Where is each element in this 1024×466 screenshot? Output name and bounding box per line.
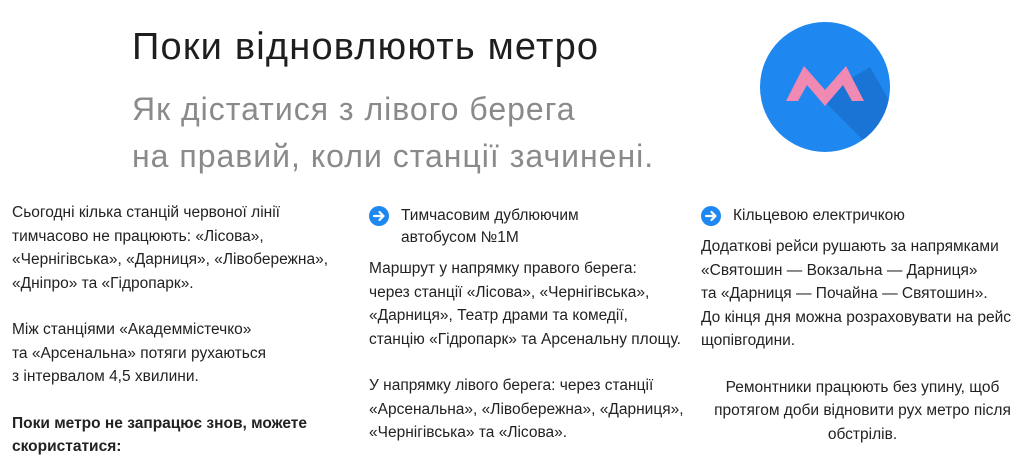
text-line: У напрямку лівого берега: через станції (369, 377, 654, 394)
text-line: Між станціями «Академмістечко» (12, 321, 252, 338)
heading-line: автобусом №1М (401, 229, 519, 246)
heading-line: Кільцевою електричкою (733, 207, 905, 224)
train-heading (701, 205, 1024, 227)
text-line: та «Арсенальна» потяги рухаються (12, 344, 266, 362)
intro-paragraph (12, 201, 352, 295)
options-lead (12, 412, 352, 459)
repair-note (701, 376, 1024, 447)
text-line: обстрілів. (827, 425, 898, 443)
subtitle-line: Як дістатися з лівого берега (132, 91, 576, 127)
text-line: До кінця дня можна розраховувати на рейс (701, 308, 1012, 326)
arrow-right-circle-icon (701, 206, 721, 226)
train-schedule (701, 235, 1024, 353)
text-line: «Святошин — Вокзальна — Дарниця» (701, 261, 978, 279)
text-line: Сьогодні кілька станцій червоної лінії (12, 204, 280, 221)
arrow-right-circle-icon (369, 206, 389, 226)
text-line: «Дніпро» та «Гідропарк». (12, 274, 194, 292)
metro-m-icon (760, 22, 890, 152)
text-line: «Дарниця», Театр драми та комедії, (369, 307, 628, 324)
text-line: через станції «Лісова», «Чернігівська», (369, 283, 650, 301)
bus-heading (369, 205, 689, 249)
text-line: Поки метро не запрацює знов, можете (12, 414, 308, 432)
text-line: з інтервалом 4,5 хвилини. (12, 368, 199, 385)
text-line: тимчасово не працюють: «Лісова», (12, 227, 264, 245)
interval-paragraph (12, 318, 352, 389)
text-line: станцію «Гідропарк» та Арсенальну площу. (369, 330, 681, 348)
text-line: «Чернігівська», «Дарниця», «Лівобережна», (12, 251, 329, 268)
text-line: Ремонтники працюють без упину, щоб (725, 378, 1000, 396)
heading-line: Тимчасовим дублюючим (401, 207, 579, 224)
bus-column (369, 205, 689, 445)
bus-route-right (369, 257, 689, 351)
bus-route-left (369, 374, 689, 445)
page-subtitle (132, 86, 732, 180)
intro-column (12, 201, 352, 459)
text-line: та «Дарниця — Почайна — Святошин». (701, 285, 988, 302)
text-line: щопівгодини. (701, 332, 796, 349)
text-line: «Чернігівська» та «Лісова». (369, 424, 568, 441)
text-line: Маршрут у напрямку правого берега: (369, 260, 637, 277)
page-title: Поки відновлюють метро (132, 26, 600, 68)
text-line: протягом доби відновити рух метро після (714, 402, 1011, 419)
subtitle-line: на правий, коли станції зачинені. (132, 138, 655, 174)
text-line: «Арсенальна», «Лівобережна», «Дарниця», (369, 400, 684, 418)
text-line: Додаткові рейси рушають за напрямками (701, 238, 999, 255)
text-line: скористатися: (12, 438, 122, 455)
train-column (701, 205, 1024, 446)
